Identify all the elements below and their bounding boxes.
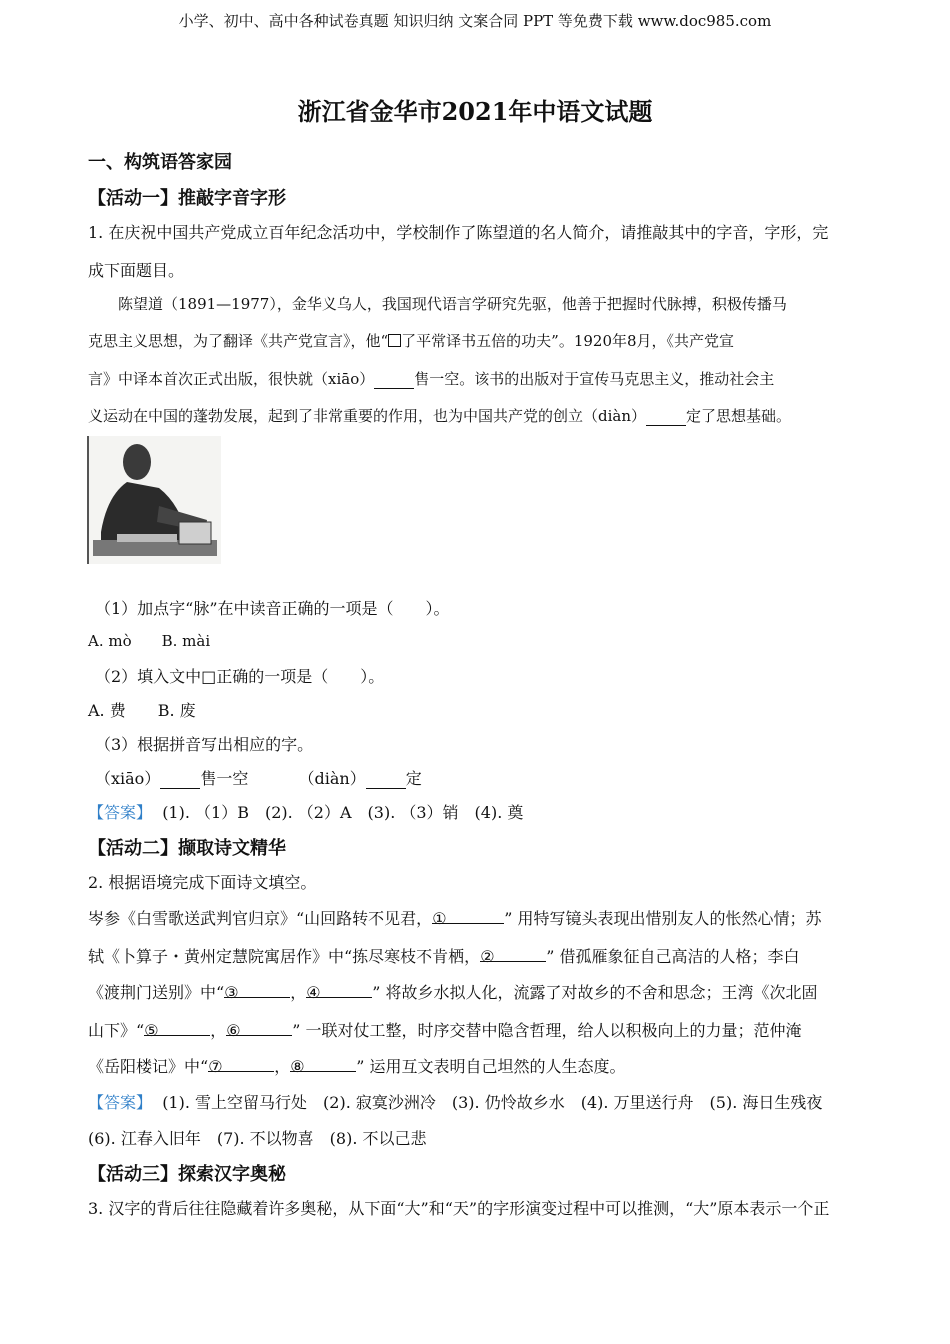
poem-line <box>88 1018 801 1041</box>
fill-blank <box>374 370 414 389</box>
passage-line: 陈望道（1891—1977），金华义乌人，我国现代语言学研究先驱，他善于把握时代脉搏，积极传播马 <box>118 295 787 313</box>
passage-line <box>88 368 774 389</box>
fill-blank <box>144 1021 210 1040</box>
answer-line <box>88 1090 822 1113</box>
poem-line <box>88 944 799 967</box>
fill-blank <box>160 769 200 789</box>
blank-number: ⑥ <box>226 1021 241 1040</box>
passage-text: 定了思想基础。 <box>686 407 792 425</box>
poem-text: ” 借孤雁象征自己高洁的人格；李白 <box>546 947 800 966</box>
answer-line-cont: (6). 江春入旧年 (7). 不以物喜 (8). 不以己悲 <box>88 1129 427 1148</box>
blank-number: ② <box>480 947 495 966</box>
blank-number: ⑤ <box>144 1021 159 1040</box>
passage-line <box>88 405 791 426</box>
sub-question-3: （3）根据拼音写出相应的字。 <box>95 735 314 754</box>
passage-text: 售一空。该书的出版对于宣传马克思主义，推动社会主 <box>414 370 775 388</box>
site-header: 小学、初中、高中各种试卷真题 知识归纳 文案合同 PPT 等免费下载 www.doc985.com <box>178 12 772 30</box>
page-title: 浙江省金华市2021年中语文试题 <box>297 97 653 126</box>
sub-question-1-options: A. mò B. mài <box>88 632 211 650</box>
fill-blank <box>224 983 290 1002</box>
blank-number: ① <box>432 909 447 928</box>
portrait-photo <box>87 436 221 564</box>
fill-blank <box>208 1057 274 1076</box>
fill-blank <box>290 1057 356 1076</box>
poem-text: 山下》“ <box>88 1021 145 1040</box>
answer-text: (1). 雪上空留马行处 (2). 寂寞沙洲冷 (3). 仍怜故乡水 (4). 万里送行舟 (5). 海日生残夜 <box>162 1093 823 1112</box>
fill-text: 定 <box>405 769 422 788</box>
question2-text: 2. 根据语境完成下面诗文填空。 <box>88 873 317 892</box>
poem-text: ， <box>290 983 307 1002</box>
poem-text: 岑参《白雪歌送武判官归京》“山回路转不见君， <box>88 909 433 928</box>
fill-blank <box>480 947 546 966</box>
poem-text: 《岳阳楼记》中“ <box>88 1057 209 1076</box>
passage-text: 克思主义思想，为了翻译《共产党宣言》，他“ <box>88 332 389 350</box>
poem-text: ” 一联对仗工整，时序交替中隐含哲理，给人以积极向上的力量；范仲淹 <box>292 1021 802 1040</box>
fill-blank <box>366 769 406 789</box>
poem-text: 轼《卜算子・黄州定慧院寓居作》中“拣尽寒枝不肯栖， <box>88 947 481 966</box>
poem-text: ” 运用互文表明自己坦然的人生态度。 <box>356 1057 626 1076</box>
blank-number: ⑦ <box>208 1057 223 1076</box>
blank-number: ⑧ <box>290 1057 305 1076</box>
answer-line <box>88 800 523 823</box>
passage-text: 义运动在中国的蓬勃发展，起到了非常重要的作用，也为中国共产党的创立（diàn） <box>88 407 647 425</box>
poem-text: ” 将故乡水拟人化，流露了对故乡的不舍和思念；王湾《次北固 <box>372 983 818 1002</box>
pinyin-label: （diàn） <box>298 769 366 788</box>
passage-text: 了平常译书五倍的功夫”。1920年8月，《共产党宣 <box>401 332 735 350</box>
fill-blank <box>226 1021 292 1040</box>
question1-text-cont: 成下面题目。 <box>88 261 185 280</box>
activity1-heading: 【活动一】推敲字音字形 <box>88 188 286 209</box>
answer-text: (1). （1）B (2). （2）A (3). （3）销 (4). 奠 <box>162 803 524 822</box>
question1-text: 1. 在庆祝中国共产党成立百年纪念活功中，学校制作了陈望道的名人简介，请推敲其中的字音，字形，完 <box>88 223 829 242</box>
sub-question-3-fill <box>95 766 422 789</box>
poem-text: 《渡荆门送别》中“ <box>88 983 225 1002</box>
blank-box <box>388 334 401 347</box>
answer-label: 【答案】 <box>88 1093 153 1112</box>
poem-text: ， <box>210 1021 227 1040</box>
pinyin-label: （xiāo） <box>95 769 161 788</box>
section-heading: 一、构筑语答家园 <box>88 152 232 173</box>
passage-text: 言》中译本首次正式出版，很快就（xiāo） <box>88 370 375 388</box>
blank-number: ③ <box>224 983 239 1002</box>
blank-number: ④ <box>306 983 321 1002</box>
passage-line <box>88 330 734 351</box>
poem-text: ， <box>274 1057 291 1076</box>
activity3-heading: 【活动三】探索汉字奥秘 <box>88 1164 286 1185</box>
fill-blank <box>432 909 504 928</box>
sub-question-2: （2）填入文中□正确的一项是（ ）。 <box>95 667 385 686</box>
fill-blank <box>646 407 686 426</box>
fill-text: 售一空 <box>200 769 249 788</box>
poem-text: ” 用特写镜头表现出惜别友人的怅然心情；苏 <box>504 909 822 928</box>
fill-blank <box>306 983 372 1002</box>
question3-text: 3. 汉字的背后往往隐藏着许多奥秘，从下面“大”和“天”的字形演变过程中可以推测，“大”原本表示一个正 <box>88 1199 830 1218</box>
activity2-heading: 【活动二】撷取诗文精华 <box>88 838 286 859</box>
sub-question-2-options: A. 费 B. 废 <box>88 701 196 720</box>
answer-label: 【答案】 <box>88 803 153 822</box>
poem-line <box>88 1054 625 1077</box>
sub-question-1: （1）加点字“脉”在中读音正确的一项是（ ）。 <box>95 599 450 618</box>
poem-line <box>88 906 821 929</box>
poem-line <box>88 980 817 1003</box>
